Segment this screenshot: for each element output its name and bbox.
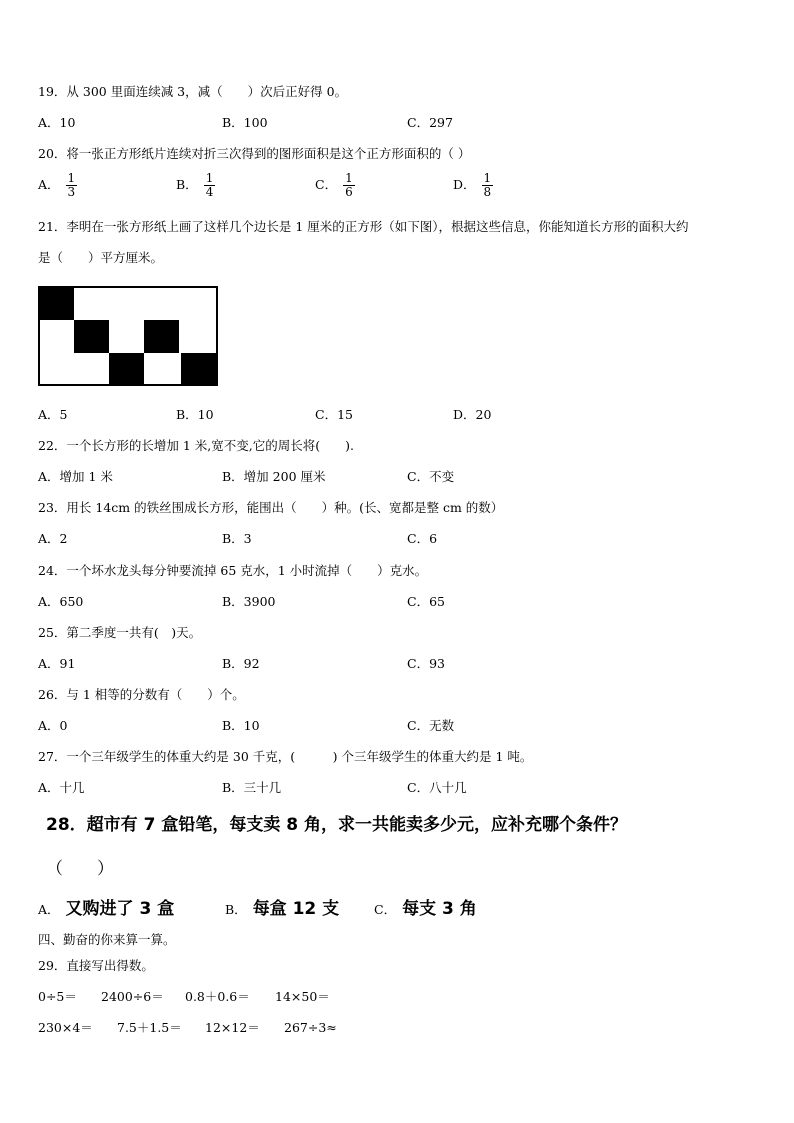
q23-text: 23．用长 14cm 的铁丝围成长方形，能围出（ ）种。(长、宽都是整 cm 的数） — [38, 500, 504, 515]
q20-option-a-label: A． — [38, 177, 60, 192]
q27-option-c: C．八十几 — [407, 780, 467, 795]
q23-option-c: C．6 — [407, 531, 438, 546]
q29-text: 29．直接写出得数。 — [38, 958, 154, 973]
q20-option-d — [453, 172, 493, 199]
q21-option-d: D．20 — [453, 407, 492, 422]
black-square — [144, 320, 179, 353]
calc-item: 2400÷6＝ — [101, 989, 164, 1004]
q19-option-c: C．297 — [407, 115, 453, 130]
calc-item: 0÷5＝ — [38, 989, 77, 1004]
fraction-denominator: 6 — [345, 185, 353, 199]
q20-option-a — [38, 172, 77, 199]
black-square — [181, 353, 217, 385]
q28-option-c-text: 每支 3 角 — [402, 899, 477, 919]
q22-option-b: B．增加 200 厘米 — [222, 469, 326, 484]
calc-item: 7.5＋1.5＝ — [117, 1020, 182, 1035]
q21-rectangle-figure — [38, 286, 220, 388]
q28-option-c-label: C． — [374, 902, 397, 917]
q24-option-a: A．650 — [38, 594, 84, 609]
q19-text: 19．从 300 里面连续减 3，减（ ）次后正好得 0。 — [38, 84, 348, 99]
q20-option-d-label: D． — [453, 177, 476, 192]
fraction — [204, 172, 216, 199]
q21-text-line1: 21．李明在一张方形纸上画了这样几个边长是 1 厘米的正方形（如下图），根据这些信息，你能知道长方形的面积大约 — [38, 219, 689, 234]
fraction-numerator: 1 — [205, 171, 214, 185]
q28-option-b — [225, 898, 339, 921]
black-square — [74, 320, 109, 353]
q21-option-a: A．5 — [38, 407, 68, 422]
q25-option-a: A．91 — [38, 656, 76, 671]
q21-option-c: C．15 — [315, 407, 353, 422]
fraction-denominator: 4 — [205, 185, 214, 199]
q22-text: 22．一个长方形的长增加 1 米,宽不变,它的周长将( ). — [38, 438, 354, 453]
q21-text-line2: 是（ ）平方厘米。 — [38, 250, 164, 265]
q28-answer-paren: （ ） — [46, 859, 114, 879]
black-square — [39, 287, 74, 320]
q28-option-a-text: 又购进了 3 盒 — [65, 899, 175, 919]
q23-option-b: B．3 — [222, 531, 252, 546]
section4-title: 四、勤奋的你来算一算。 — [38, 932, 176, 947]
q26-option-c: C．无数 — [407, 718, 455, 733]
fraction — [343, 172, 355, 199]
q20-text: 20．将一张正方形纸片连续对折三次得到的图形面积是这个正方形面积的（ ） — [38, 146, 471, 161]
q27-option-a: A．十几 — [38, 780, 85, 795]
q22-option-a: A．增加 1 米 — [38, 469, 113, 484]
fraction — [66, 172, 78, 199]
q28-option-c — [374, 898, 477, 921]
q20-option-b — [176, 172, 215, 199]
q25-text: 25．第二季度一共有( )天。 — [38, 625, 202, 640]
q24-option-c: C．65 — [407, 594, 445, 609]
q25-option-b: B．92 — [222, 656, 260, 671]
q20-option-b-label: B． — [176, 177, 198, 192]
fraction — [482, 172, 494, 199]
calc-item: 12×12＝ — [205, 1020, 260, 1035]
black-square — [109, 353, 144, 386]
fraction-denominator: 3 — [67, 185, 76, 199]
q22-option-c: C．不变 — [407, 469, 455, 484]
q26-option-a: A．0 — [38, 718, 68, 733]
q19-option-b: B．100 — [222, 115, 268, 130]
calc-item: 267÷3≈ — [284, 1020, 337, 1035]
q28-option-a-label: A． — [38, 902, 60, 917]
q26-option-b: B．10 — [222, 718, 260, 733]
fraction-denominator: 8 — [483, 185, 492, 199]
q28-option-a — [38, 898, 174, 921]
q24-text: 24．一个坏水龙头每分钟要流掉 65 克水，1 小时流掉（ ）克水。 — [38, 563, 428, 578]
q21-option-b: B．10 — [176, 407, 214, 422]
q27-text: 27．一个三年级学生的体重大约是 30 千克，( ) 个三年级学生的体重大约是 1 吨。 — [38, 749, 533, 764]
fraction-numerator: 1 — [67, 171, 76, 185]
fraction-numerator: 1 — [345, 171, 353, 185]
q28-option-b-label: B． — [225, 902, 247, 917]
fraction-numerator: 1 — [483, 171, 492, 185]
q20-option-c — [315, 172, 355, 199]
q27-option-b: B．三十几 — [222, 780, 282, 795]
q20-option-c-label: C． — [315, 177, 338, 192]
calc-item: 0.8＋0.6＝ — [185, 989, 250, 1004]
q28-text: 28．超市有 7 盒铅笔，每支卖 8 角，求一共能卖多少元，应补充哪个条件？ — [46, 815, 627, 835]
q28-option-b-text: 每盒 12 支 — [252, 899, 340, 919]
q25-option-c: C．93 — [407, 656, 445, 671]
q24-option-b: B．3900 — [222, 594, 276, 609]
q26-text: 26．与 1 相等的分数有（ ）个。 — [38, 687, 245, 702]
calc-item: 230×4＝ — [38, 1020, 93, 1035]
q19-option-a: A．10 — [38, 115, 76, 130]
q23-option-a: A．2 — [38, 531, 68, 546]
calc-item: 14×50＝ — [275, 989, 330, 1004]
